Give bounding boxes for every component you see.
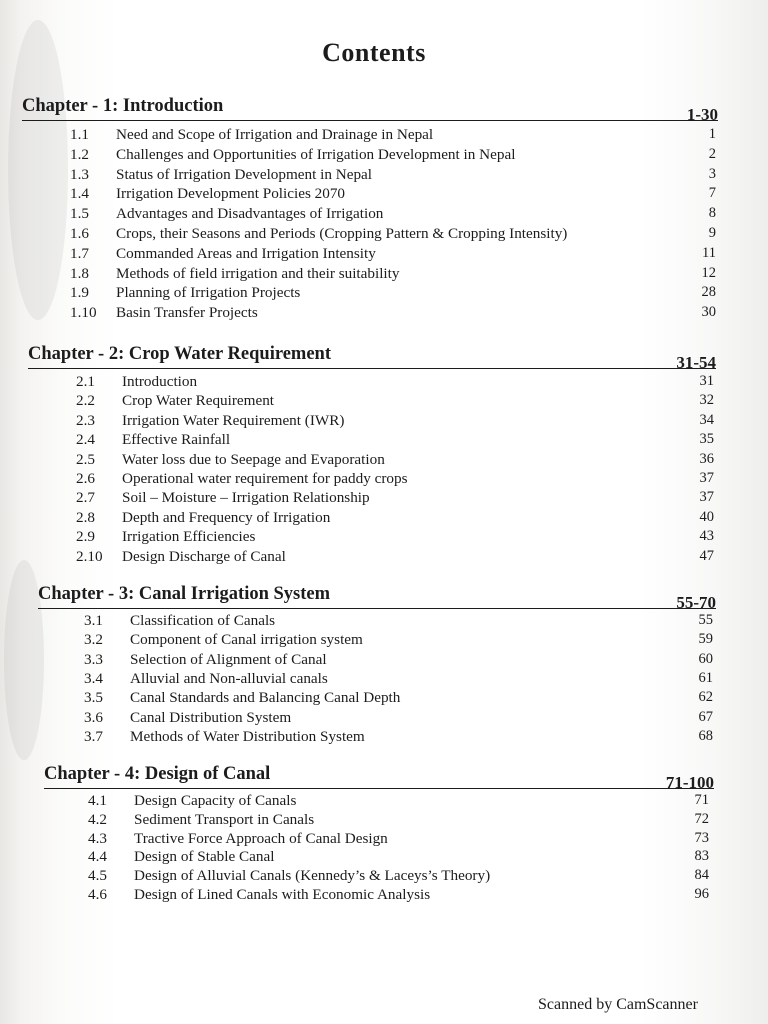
entry-page-number: 84 xyxy=(694,867,709,884)
entry-number: 2.3 xyxy=(76,411,95,429)
toc-entry xyxy=(76,469,714,488)
entry-number: 4.1 xyxy=(88,792,107,809)
toc-entry xyxy=(84,669,713,688)
entry-number: 4.6 xyxy=(88,886,107,903)
entry-number: 3.5 xyxy=(84,689,103,707)
entry-page-number: 47 xyxy=(699,547,714,564)
entry-number: 3.2 xyxy=(84,631,103,649)
entry-title: Classification of Canals xyxy=(130,612,276,629)
entry-title: Water loss due to Seepage and Evaporation xyxy=(122,450,385,468)
chapter-heading xyxy=(38,584,716,612)
toc-entry xyxy=(84,611,713,630)
entry-title: Basin Transfer Projects xyxy=(116,304,258,322)
toc-entry xyxy=(70,303,716,322)
entry-title: Crop Water Requirement xyxy=(122,392,275,410)
entry-number: 1.4 xyxy=(70,185,89,203)
entry-number: 4.4 xyxy=(88,848,107,866)
toc-entry xyxy=(76,411,714,430)
entry-title: Canal Standards and Balancing Canal Depth xyxy=(130,689,401,707)
entry-page-number: 68 xyxy=(698,727,713,744)
entry-page-number: 67 xyxy=(698,708,713,725)
entry-number: 2.2 xyxy=(76,392,95,410)
entry-title: Effective Rainfall xyxy=(122,431,231,449)
toc-entry xyxy=(84,688,713,707)
chapter-page-range: 1-30 xyxy=(686,105,718,124)
chapter-page-range: 31-54 xyxy=(676,353,716,372)
toc-entry xyxy=(84,650,713,669)
entry-number: 1.6 xyxy=(70,225,89,242)
toc-entry xyxy=(84,708,713,727)
entry-page-number: 35 xyxy=(699,431,714,448)
toc-entry xyxy=(84,630,713,649)
toc-entry xyxy=(88,866,709,885)
entry-number: 4.3 xyxy=(88,829,107,847)
toc-entry xyxy=(76,430,714,449)
entry-title: Commanded Areas and Irrigation Intensity xyxy=(116,244,376,262)
toc-entry xyxy=(70,283,716,302)
entry-title: Advantages and Disadvantages of Irrigation xyxy=(116,205,384,223)
entry-page-number: 8 xyxy=(708,205,716,222)
entry-page-number: 7 xyxy=(708,185,716,202)
chapter-heading xyxy=(22,96,718,124)
entry-number: 2.8 xyxy=(76,508,95,526)
toc-entry xyxy=(70,184,716,203)
chapter-title: Chapter - 1: Introduction xyxy=(22,96,224,116)
entry-page-number: 43 xyxy=(699,528,714,545)
entry-title: Component of Canal irrigation system xyxy=(130,631,363,649)
entry-page-number: 62 xyxy=(698,689,713,706)
chapter-title: Chapter - 2: Crop Water Requirement xyxy=(28,344,332,364)
toc-entry xyxy=(70,204,716,223)
entry-title: Design Discharge of Canal xyxy=(122,547,286,565)
toc-entry xyxy=(70,125,716,144)
entry-title: Alluvial and Non-alluvial canals xyxy=(130,669,328,687)
entry-number: 4.5 xyxy=(88,867,107,885)
toc-entry xyxy=(88,810,709,829)
entry-title: Canal Distribution System xyxy=(130,708,292,726)
toc-entry xyxy=(70,244,716,263)
entry-number: 2.7 xyxy=(76,489,95,507)
entry-title: Depth and Frequency of Irrigation xyxy=(122,508,331,526)
entry-title: Planning of Irrigation Projects xyxy=(116,284,301,302)
entry-title: Irrigation Efficiencies xyxy=(122,528,256,546)
entry-title: Design of Stable Canal xyxy=(134,848,275,866)
chapter-section xyxy=(38,584,716,612)
entry-number: 1.1 xyxy=(70,126,89,143)
entry-page-number: 30 xyxy=(701,304,716,321)
entry-title: Design Capacity of Canals xyxy=(134,792,297,809)
entry-number: 3.3 xyxy=(84,650,103,668)
entry-page-number: 11 xyxy=(702,244,716,261)
chapter-heading xyxy=(44,764,714,792)
entry-page-number: 37 xyxy=(699,470,714,486)
chapter-heading xyxy=(28,344,716,372)
entry-number: 2.6 xyxy=(76,470,95,487)
entry-page-number: 9 xyxy=(708,225,716,241)
entry-page-number: 12 xyxy=(701,264,716,281)
entry-number: 1.10 xyxy=(70,304,97,322)
entry-page-number: 32 xyxy=(699,392,714,409)
toc-entry xyxy=(88,829,709,848)
chapter-section xyxy=(28,344,716,372)
entry-number: 1.3 xyxy=(70,165,89,183)
chapter-page-range: 71-100 xyxy=(665,773,714,792)
entry-number: 3.7 xyxy=(84,727,103,745)
entry-page-number: 55 xyxy=(698,612,713,628)
chapter-page-range: 55-70 xyxy=(676,593,716,612)
entry-title: Need and Scope of Irrigation and Drainage in Nepal xyxy=(116,126,434,143)
entry-title: Selection of Alignment of Canal xyxy=(130,650,327,668)
entry-number: 2.4 xyxy=(76,431,95,449)
toc-entry xyxy=(76,547,714,566)
toc-entry xyxy=(88,791,709,810)
entry-number: 4.2 xyxy=(88,810,107,828)
entry-page-number: 73 xyxy=(694,829,709,846)
toc-entry xyxy=(70,224,716,243)
entry-number: 2.5 xyxy=(76,450,95,468)
entry-page-number: 83 xyxy=(694,848,709,865)
chapter-section xyxy=(44,764,714,792)
entry-title: Soil – Moisture – Irrigation Relationship xyxy=(122,489,370,507)
entry-title: Methods of Water Distribution System xyxy=(130,727,365,745)
entry-title: Design of Lined Canals with Economic Analysis xyxy=(134,886,431,903)
entry-page-number: 36 xyxy=(699,450,714,467)
entry-number: 2.1 xyxy=(76,373,95,390)
toc-entry xyxy=(76,450,714,469)
entry-page-number: 1 xyxy=(708,126,716,142)
toc-entry xyxy=(76,372,714,391)
toc-entry xyxy=(76,488,714,507)
entry-number: 1.2 xyxy=(70,145,89,163)
entry-page-number: 3 xyxy=(708,165,716,182)
entry-page-number: 31 xyxy=(699,373,714,389)
entry-number: 1.7 xyxy=(70,244,89,262)
entry-number: 3.4 xyxy=(84,669,103,687)
entry-title: Introduction xyxy=(122,373,198,390)
entry-page-number: 34 xyxy=(699,411,714,428)
entry-page-number: 37 xyxy=(699,489,714,506)
entry-page-number: 72 xyxy=(694,810,709,827)
entry-page-number: 96 xyxy=(694,886,709,902)
entry-number: 3.1 xyxy=(84,612,103,629)
toc-entry xyxy=(76,391,714,410)
entry-page-number: 28 xyxy=(701,284,716,301)
chapter-title: Chapter - 3: Canal Irrigation System xyxy=(38,584,331,604)
entry-page-number: 40 xyxy=(699,508,714,525)
entry-title: Challenges and Opportunities of Irrigation Development in Nepal xyxy=(116,145,516,163)
entry-title: Status of Irrigation Development in Nepal xyxy=(116,165,373,183)
page-title: Contents xyxy=(322,38,426,67)
chapter-section xyxy=(22,96,718,124)
entry-number: 2.9 xyxy=(76,528,95,546)
entry-number: 1.8 xyxy=(70,264,89,282)
entry-title: Design of Alluvial Canals (Kennedy’s & Laceys’s Theory) xyxy=(134,867,491,885)
entry-number: 3.6 xyxy=(84,708,103,726)
entry-page-number: 61 xyxy=(698,669,713,686)
entry-title: Tractive Force Approach of Canal Design xyxy=(134,829,388,847)
entry-page-number: 60 xyxy=(698,650,713,667)
entry-page-number: 71 xyxy=(694,792,709,808)
entry-page-number: 59 xyxy=(698,631,713,648)
entry-title: Irrigation Development Policies 2070 xyxy=(116,185,346,203)
entry-number: 1.5 xyxy=(70,205,89,223)
toc-entry xyxy=(88,885,709,904)
toc-entry xyxy=(76,527,714,546)
entry-number: 2.10 xyxy=(76,547,103,565)
entry-title: Crops, their Seasons and Periods (Cropping Pattern & Cropping Intensity) xyxy=(116,225,568,242)
scanner-watermark: Scanned by CamScanner xyxy=(538,996,698,1013)
entry-page-number: 2 xyxy=(708,145,716,162)
toc-entry xyxy=(70,145,716,164)
entry-title: Irrigation Water Requirement (IWR) xyxy=(122,411,345,429)
entry-title: Operational water requirement for paddy crops xyxy=(122,470,408,487)
toc-entry xyxy=(88,847,709,866)
entry-number: 1.9 xyxy=(70,284,89,302)
chapter-title: Chapter - 4: Design of Canal xyxy=(44,764,271,784)
toc-entry xyxy=(76,508,714,527)
entry-title: Methods of field irrigation and their suitability xyxy=(116,264,400,282)
toc-entry xyxy=(70,165,716,184)
toc-entry xyxy=(84,727,713,746)
entry-title: Sediment Transport in Canals xyxy=(134,810,315,828)
toc-entry xyxy=(70,264,716,283)
